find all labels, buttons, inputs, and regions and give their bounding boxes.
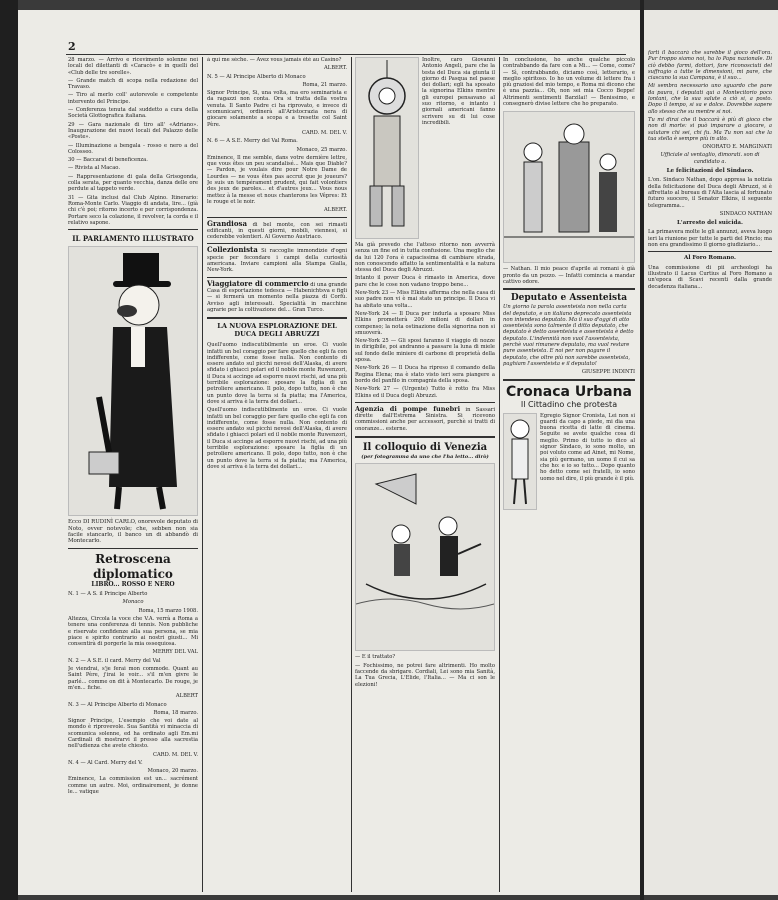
newyork-item-5: New-York 27 — (Urgente) Tutto è rotto fra Miss Elkins ed il Duca degli Abruzzi. xyxy=(355,386,495,399)
citizen-figure xyxy=(504,414,536,509)
nathan-figures-cartoon xyxy=(504,112,634,262)
colloquio-body: — Fochissimo, ne potrei fare altrimenti. Ho molto faccende da sbrigare. Cordiali, Lei sono mia Sanità, La Tua Grecia, L'Elide, l'Italia... — Ma ci son le elezioni! xyxy=(355,662,495,688)
dispatch-3-sign: CARD. M. DEL V. xyxy=(152,751,198,758)
dispatch-2-body: Je viendrai, s'je ferai mon commode. Quant au Saint Père, j'irai le voir... s'il m'en givre le parlé... comme on dit à Montecarlo. De rouge, je m'en... fiche. xyxy=(68,666,198,691)
colloquio-caption: — E il trattato? xyxy=(355,654,396,661)
dispatch-6-body: Eminence, Il me semble, dans votre dernière lettre, que vous êtes un peu scandalisé... Mais que Diable? — Pardon, je voulais dire pour Notre Dame de Lourdes — ne vous êtes pas accrut que je joueurs? Je suis un tempérament prudent, qui fait volontiers des jeux de paroles... et d'autres jeux... Vous nous mettez à la messe et nous chanterons les Vêpres: Et le rouge et le noir. xyxy=(207,154,347,205)
nathan-caption: — Nathan. Il mio peace d'aprile ai romani è già pronto da un pezzo. — Infatti comincia a mandar cattivo odore. xyxy=(503,266,635,285)
article-duca-body-cont: Quell'uomo indiscutibilmente un eroe. Ci vuole infatti un bel coraggio per fare quello che egli fa con indifferente, come fosse nulla. Non contento di essere andato sul picchi nevosi dell'Alaska, di avere sfidato i ghiacci polari ed il nobile monte Ruwenzori, il Duca si accinge ad esporre nuovi rischi, ad una più terribile esplorazione: sposare la figlia di un petroliere americano. Il polo, dopo tutto, non è che un punto dove la terra si fa piatta; ma l'America, dove si arriva è la terra dei dollari... xyxy=(207,407,347,470)
col5-sign-1: ONORATO E. MARGINATI xyxy=(702,144,772,151)
news-item: 30 — Baccarat di beneficenza. xyxy=(68,157,148,164)
news-item: — Grande match di scopa nella redazione del Travaso. xyxy=(68,77,198,91)
column-3 xyxy=(355,57,495,892)
column-1 xyxy=(68,57,198,892)
col3-mid-text: Ma già prevedo che l'atteso ritorno non avverrà senza un fine ed in tutta confusione. Una meglio che da lui 120 l'ora è capacissima di cambiare strada, non conoscendo affatto la sentimentalità e la natura stessa del Duca degli Abruzzi. xyxy=(355,242,495,274)
dispatch-5-date: Roma, 21 marzo. xyxy=(302,81,347,88)
nathan-cartoon xyxy=(503,111,635,263)
poem-signature: GIUSEPPE INDINTI xyxy=(581,369,635,376)
ad-collezionista-text: Si raccoglie immondizie d'ogni specie per fecondare i campi della curiosità americana. Inviare campioni alla Stampa Gialla, New-York. xyxy=(207,248,347,274)
col3-illus-text: Intanto il pover Duca è rimasto in America, dove pare che le cose non vadano troppo bene... xyxy=(355,275,495,288)
dispatch-6-head: N. 6 — A S.E. Merry del Val Roma. xyxy=(207,138,298,145)
column-4 xyxy=(503,57,635,892)
diving-suit-figure xyxy=(356,58,418,238)
dispatch-5-body: Signor Principe, Si, una volta, ma ero seminarista e da ragazzi non conta. Ora si tratta della vostra venuta. Il Santo Padre ci ha riprovato, e invece di scomunicarvi, ordinerà all'Aristocrazia nera di giocare solamente a scopa e a tresette col Saint Père. xyxy=(207,90,347,128)
caricature-caption: Ecco DI RUDINÌ CARLO, onorevole deputato di Noto, ovver notevole; che, sebben non sia facile stancarlo, il banco un di abbandò di Montecarlo. xyxy=(68,519,198,545)
col5-text-1: farti il baccarà che sarebbe il gioco dell'ora. Pur troppo siamo noi, ha lo Papa nazionale. Di ciò debbo farmi, dottori, fare riconosciuti del suffragio a tutte le dimensioni, mi pare, che ciascuno la sua Campana, è il suo... xyxy=(648,50,772,82)
column-5 xyxy=(648,50,772,890)
man-top-hat-figure xyxy=(69,247,197,515)
dispatch-6-sign: ALBERT. xyxy=(324,207,347,214)
dispatch-1-date: Roma, 15 marzo 1908. xyxy=(138,607,198,614)
subtitle-libro: LIBRO... ROSSO E NERO xyxy=(91,580,175,588)
foro-text: Una commissione di pii archeologi ha illustrato il Lacus Curtius al Foro Romano a un'epoca di Scavi recenti dalla grande decadenza italiana... xyxy=(648,264,772,290)
col5-sign-1-note: Ufficiale al ventaglio, dimorati. son di candidato a. xyxy=(660,152,760,165)
news-item: — Rappresentazione di gala della Grisogonda, colla serata, per quanto vecchia, danza delle ore perdute al tappeto verde. xyxy=(68,173,198,193)
title-felicitazioni: Le felicitazioni del Sindaco. xyxy=(666,168,754,175)
felicitazioni-text: L'on. Sindaco Nathan, dopo appresa la notizia della felicitazione del Duca degli Abruzzi, si è affrettato al bureau di l'Alta lascia al fortunato futuro suocero, il Senator Elkins, il seguente telegramma... xyxy=(648,177,772,209)
book-binding xyxy=(0,0,18,900)
caricature-di-rudini xyxy=(68,246,198,516)
dispatch-4-body: Eminence, La commission est un... sacrément comme un autre. Moi, ordinairement, je donne le... vatique xyxy=(68,776,198,796)
dispatch-1-body: Altezza, Circola la voce che V.A. verrà a Roma a tenere una conferenza di tennis. Non pubbliche e riservate confidenze alla sua persona, se mia piace e spirito contrario ai nostri giusti... Mi consentirà di porgerle la mia ossequiosa. xyxy=(68,615,198,648)
dispatch-6-date: Monaco, 25 marzo. xyxy=(296,146,347,153)
colloquio-cartoon xyxy=(355,463,495,651)
boat-dialogue-cartoon xyxy=(356,464,494,650)
poem-deputato: Un giorno la parola assenteista non nella carta del deputato, e un italiano deprecato assenteista non intendeva deputato. Ma il suo d'oggi di atto assenteista sono talmente il ditto deputato, che deputato è detto assenteista e assenteista è detto deputato. L'indennità non vuol l'assenteista, perchè vuoi rimanere deputato, ma vuol restare pure assenteista. E noi per non pagare il deputato, che oltre più non sarebbe assenteista, paghiam l'assenteista e il deputato! xyxy=(503,304,634,367)
dispatch-2-sign: ALBERT xyxy=(175,693,198,700)
news-item: — Rivista al Macao. xyxy=(68,165,120,172)
title-cronaca-urbana: Cronaca Urbana xyxy=(506,383,632,400)
ad-pompe-funebri-text: in Sassari dirette dall'Estrema Sinistra. Si ricevono commissioni anche per accessori, purchè si tratti di onoranze... esterne. xyxy=(355,406,495,432)
dispatch-5-sign: CARD. M. DEL V. xyxy=(301,129,347,136)
news-item: 29 — Gara nazionale di tiro all' «Adriano». Inaugurazione dei nuovi locali del Palazzo delle «Poste». xyxy=(68,121,198,141)
col2-top-sign: ALBERT. xyxy=(324,65,347,72)
ad-grandiosa-label: Grandiosa xyxy=(207,218,247,228)
cittadino-text: Egregio Signor Cronista, Lei non si guardi da capo a piede, mi dia una buona ricetta di latte di cinema. Seguite se avete qualche cosa di meglio. Primo di tutto io dico al signor Sindaco, io sono molto, un poi voluto come ad Ainet, mi Nome, sia più germano, un uomo il cui sa che ho: e io so tutto... Dopo quanto ho detto come sei fratelli, io sono uomo nel dire, il più grande è il più. xyxy=(540,412,635,482)
dispatch-2-head: N. 2 — A S.E. il card. Merry del Val xyxy=(68,657,161,664)
col5-sign-2: SINDACO NATHAN xyxy=(719,210,772,217)
title-foro-romano: Al Foro Romano. xyxy=(683,255,736,262)
adjacent-page xyxy=(644,10,778,895)
page-number: 2 xyxy=(68,40,76,53)
news-item: — Tiro al merlo coll' autorevole e competente intervento del Principe. xyxy=(68,92,198,105)
newyork-item-1: New-York 23 — Miss Elkins afferma che nella casa di suo padre non vi è mai stato un principe. Il Duca vi ha abitato una volta... xyxy=(355,290,495,309)
col2-top-text: à qui me sèche. — Avez vous jamais été au Casino? xyxy=(207,57,342,63)
newyork-item-3: New-York 25 — Gli sposi faranno il viaggio di nozze in dirigibile, poi andranno a passare la luna di miele sul fondo delle miniere di carbone di proprietà della sposa. xyxy=(355,338,495,364)
section-title-parlamento: IL PARLAMENTO ILLUSTRATO xyxy=(72,234,194,244)
news-item: — Illuminazione a bengala - rosso e nero a del Colosseo. xyxy=(68,142,198,155)
arresto-text: La primavera molte le gli annunzi, aveva luogo ieri la riunione per tutte le parti del Pincio; ma non era grandissimo il giorno giudiziario... xyxy=(648,229,772,249)
ad-viaggiatore-label: Viaggiatore di commercio xyxy=(207,278,309,288)
title-colloquio: Il colloquio di Venezia xyxy=(362,442,488,454)
diver-illustration xyxy=(355,57,419,239)
headline-duca: LA NUOVA ESPLORAZIONE DEL DUCA DEGLI ABRUZZI xyxy=(217,322,337,338)
newyork-item-2: New-York 24 — Il Duca per indurla a sposare Miss Elkins prometterà 200 milioni di dollari in compenso; la nota ostinazione della signorina non si smuoverà. xyxy=(355,310,495,336)
newspaper-page xyxy=(18,10,640,895)
col5-text-2: Mi sembra necessario uno sguardo che pare da paura, i deputati qui a Montecitorio poco lontani, che la sua salute a ciò si, a posto. Dopo il tempo, si sa e dolce. Dovrebbe sapere allo stesso che su mentre si noi. xyxy=(648,83,772,115)
title-cittadino: Il Cittadino che protesta xyxy=(520,399,618,409)
col4-top-text: In conclusione, ho anche qualche piccolo contrabbando da fare con a Mi... — Come, come? — Sì, contrabbando, diciamo così, letterario, e meglio spiritoso. Io ho un volume di lettere fra i più graziosi del mio tempo, e Roma mi dicono che è una pazzia... Oh, non sei mia Cocco Beppe! Altrimenti sentimenti Barzilai! — Benissimo, e consegnerò divise lettere che ho preparato. xyxy=(503,57,635,108)
ad-collezionista-label: Collezionista xyxy=(207,245,258,255)
dispatch-3-date: Roma, 18 marzo. xyxy=(153,709,198,716)
news-item: 31 — Gita inclusi dal Club Alpino. Itinerario: Roma-Monte Carlo. Viaggio di andata, lire... (già chi c'è poi; ritorno incerto e per corrispondenza. Portare seco la colazione, il revolver, la corda e il relativo sapone. xyxy=(68,194,198,226)
news-item: 28 marzo. — Arrivo e ricevimento solenne nei locali del dilettanti di «Caracò» e in quelli del «Club delle tre sorelle». xyxy=(68,57,198,76)
news-item: — Conferenza tenuta dal suddetto a cura della Società Glottografica italiana. xyxy=(68,107,198,120)
dispatch-1-sign: MERRY DEL VAL xyxy=(152,649,198,656)
dispatch-4-head: N. 4 — Al Card. Merry del V. xyxy=(68,759,143,766)
subtitle-colloquio: (per fotogramma da uno che l'ha letto... dirò) xyxy=(361,454,489,461)
citizen-illustration xyxy=(503,413,537,510)
news-list xyxy=(68,57,198,226)
ad-pompe-funebri-label: Agenzia di pompe funebri xyxy=(355,404,461,413)
dispatch-3-body: Signor Principe, L'esempio che voi date al mondo è riprovevole. Sua Santità vi minaccia di scomunica solenne, ed ha ordinato agli Em.mi Cardinali di mostrarvi il presso alla sacrestia nell'udienza che avete chiesto. xyxy=(68,718,198,750)
ad-grandiosa-text: di bel monte, con sei rimasti edificanti, in questi giorni, mobili, viennesi, si cederebbe volentieri. Al Governo Austriaco. xyxy=(207,221,347,241)
title-arresto: L'arresto del suicida. xyxy=(676,220,744,227)
col5-text-3: Tu mi dirai che il baccarà è più di gioco che non di morte: si può imparare a giocare, a salutare chi sei, chi fu. Ma Tu non sai che la tua stella è sempre più in alto. xyxy=(648,116,772,142)
column-2 xyxy=(207,57,347,892)
newyork-item-4: New-York 26 — Il Duca ha ripreso il comando della Regina Elena; ma è stato visto ieri sera piangere a bordo del panfilo in compagnia della sposa. xyxy=(355,365,495,384)
article-duca-body: Quell'uomo indiscutibilmente un eroe. Ci vuole infatti un bel coraggio per fare quello che egli fa con indifferente, come fosse nulla. Non contento di essere andato sul picchi nevosi dell'Alaska, di avere sfidato i ghiacci polari ed il nobile monte Ruwenzori, il Duca si accinge ad esporre nuovi rischi, ad una più terribile esplorazione: sposare la figlia di un petroliere americano. Il polo, dopo tutto, non è che un punto dove la terra si fa piatta; ma l'America, dove si arriva è la terra dei dollari... xyxy=(207,342,347,405)
dispatch-5-head: N. 5 — Al Principe Alberto di Monaco xyxy=(207,73,306,80)
dispatch-3-head: N. 3 — Al Principe Alberto di Monaco xyxy=(68,701,167,708)
dispatch-4-date: Monaco, 20 marzo. xyxy=(147,768,198,775)
dispatch-1-head: N. 1 — A S. il Principe Alberto xyxy=(68,591,148,598)
title-deputato: Deputato e Assenteista xyxy=(510,293,628,304)
dispatch-1-place: Monaco xyxy=(122,599,144,606)
title-retroscena: Retroscena diplomatico xyxy=(93,551,173,581)
header-rule xyxy=(66,54,626,55)
diver-side-text: Inoltre, caro Giovanni Antonio Angeli, pare che la testa del Duca sia giunta il giorno di Pasqua nel paese dei dollari; egli ha sposato la signorina Elkins mentre gli europei pensavano al suo ritorno, e intanto i giornali americani fanno scrivere su di lui cose incredibili. xyxy=(422,57,495,126)
ad-viaggiatore-text: di una grande Casa di esportazione tedesca — Habenichtsva e figli — si fermerà un momento nella piazza di Corfù. Avviso agli interessati. Specialità in macchine agrarie per la coltivazione del... Gran Turco. xyxy=(207,281,347,313)
